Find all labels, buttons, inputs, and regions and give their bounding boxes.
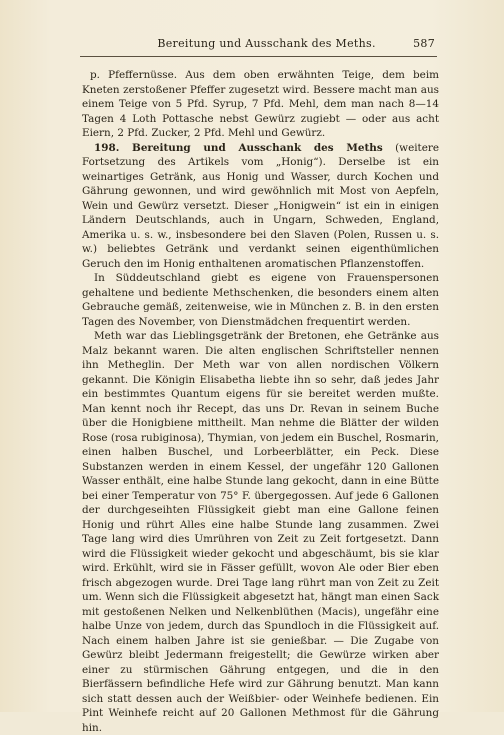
running-header [80,37,435,50]
header-rule [80,56,437,57]
section-heading: 198. Bereitung und Ausschank des Meths [94,141,383,154]
running-title: Bereitung und Ausschank des Meths. [157,37,376,50]
paragraph-section-198 [82,141,439,272]
paragraph-pfeffernuesse: p. Pfeffernüsse. Aus dem oben erwähnten Teige, dem beim Kneten zerstoßener Pfeffer zugesetzt wird. Bessere macht man aus einem Teige von 5 Pfd. Syrup, 7 Pfd. Mehl, dem man nach 8—14 Tagen 4 Loth Pottasche nebst Gewürz zugiebt — oder aus acht Eiern, 2 Pfd. Zucker, 2 Pfd. Mehl und Gewürz. [82,69,439,139]
page-number: 587 [413,37,435,50]
body-text [82,68,439,735]
section-text: (weitere Fortsetzung des Artikels vom „Honig“). Derselbe ist ein weinartiges Getränk, aus Honig und Wasser, durch Kochen und Gährung gewonnen, und wird gewöhnlich mit Most von Aepfeln, Wein und Gewürz versetzt. Dieser „Honigwein“ ist ein in einigen Ländern Deutschlands, auch in Ungarn, Schweden, England, Amerika u. s. w., insbesondere bei den Slaven (Polen, Russen u. s. w.) beliebtes Getränk und verdankt seinen eigenthümlichen Geruch den im Honig enthaltenen aromatischen Pflanzenstoffen. [82,141,439,270]
paragraph-meth-recipe: Meth war das Lieblingsgetränk der Bretonen, ehe Getränke aus Malz bekannt waren. Die alten englischen Schriftsteller nennen ihn Methеglin. Der Meth war von allen nordischen Völkern gekannt. Die Königin Elisabetha liebte ihn so sehr, daß jedes Jahr ein bestimmtes Quantum eigens für sie bereitet werden mußte. Man kennt noch ihr Recept, das uns Dr. Revan in seinem Buche über die Honigbiene mittheilt. Man nehme die Blätter der wilden Rose (rosa rubiginosa), Thymian, von jedem ein Buschel, Rosmarin, einen halben Buschel, und Lorbeerblätter, ein Peck. Diese Substanzen werden in einem Kessel, der ungefähr 120 Gallonen Wasser enthält, eine halbe Stunde lang gekocht, dann in eine Bütte bei einer Temperatur von 75° F. übergegossen. Auf jede 6 Gallonen der durchgeseihten Flüssigkeit giebt man eine Gallone feinen Honig und rührt Alles eine halbe Stunde lang zusammen. Zwei Tage lang wird dies Umrühren von Zeit zu Zeit fortgesetzt. Dann wird die Flüssigkeit wieder gekocht und abgeschäumt, bis sie klar wird. Erkühlt, wird sie in Fässer gefüllt, wovon Ale oder Bier eben frisch abgezogen wurde. Drei Tage lang rührt man von Zeit zu Zeit um. Wenn sich die Flüssigkeit abgesetzt hat, hängt man einen Sack mit gestoßenen Nelken und Nelkenblüthen (Macis), ungefähr eine halbe Unze von jedem, durch das Spundloch in die Flüssigkeit auf. Nach einem halben Jahre ist sie genießbar. — Die Zugabe von Gewürz bleibt Jedermann freigestellt; die Gewürze wirken aber einer zu stürmischen Gährung entgegen, und die in den Bierfässern befindliche Hefe wird zur Gährung benutzt. Man kann sich statt dessen auch der Weißbier- oder Weinhefe bedienen. Ein Pint Weinhefe reicht auf 20 Gallonen Methmost für die Gährung hin. [82,330,439,734]
paragraph-sueddeutschland: In Süddeutschland giebt es eigene von Frauenspersonen gehaltene und bediente Methschenken, die besonders einem alten Gebrauche gemäß, zeitenweise, wie in München z. B. in den ersten Tagen des November, von Dienstmädchen frequentirt werden. [82,272,439,328]
